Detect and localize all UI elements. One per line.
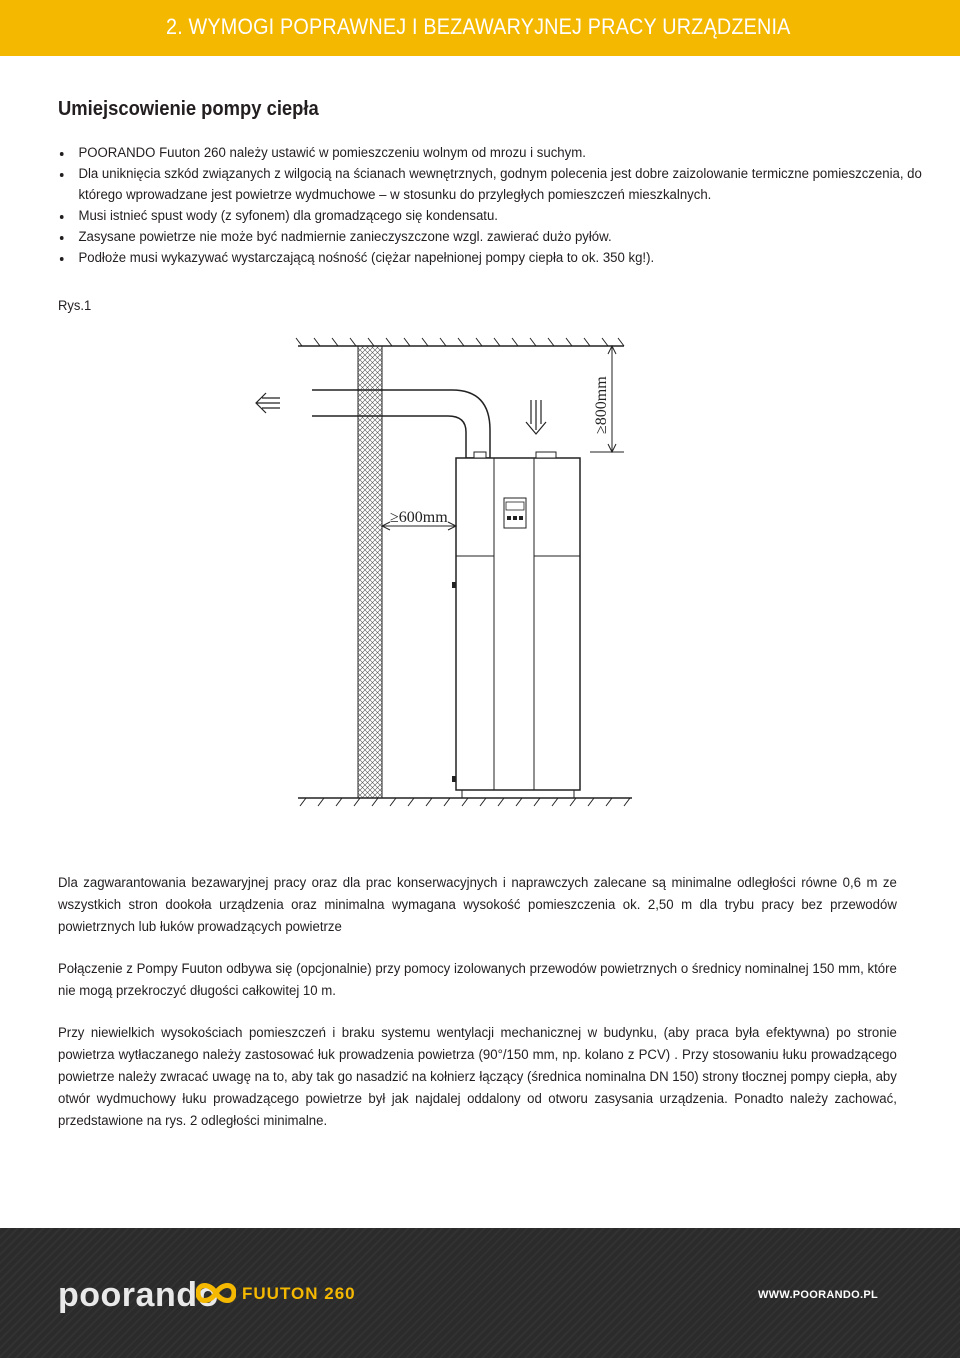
- website-link[interactable]: WWW.POORANDO.PL: [758, 1289, 878, 1301]
- page-title: 2. WYMOGI POPRAWNEJ I BEZAWARYJNEJ PRACY URZĄDZENIA: [166, 14, 791, 39]
- exhaust-arrow-icon: [256, 393, 280, 413]
- heat-pump-unit: [452, 452, 580, 798]
- list-item: Zasysane powietrze nie może być nadmiernie zanieczyszczone wzgl. zawierać dużo pyłów.: [58, 227, 928, 248]
- requirements-list: [58, 143, 922, 269]
- list-item: Podłoże musi wykazywać wystarczającą nośność (ciężar napełnionej pompy ciepła to ok. 350 kg!).: [58, 248, 928, 269]
- section-title: Umiejscowienie pompy ciepła: [58, 98, 319, 120]
- list-item: Dla uniknięcia szkód związanych z wilgocią na ścianach wewnętrznych, godnym polecenia jest dobre zaizolowanie termiczne pomieszczenia, do którego wprowadzane jest powietrze wydmuchowe – w stosunku do przyległych pomieszczeń mieszkalnych.: [58, 164, 928, 206]
- side-clearance-dimension: [382, 509, 456, 530]
- wall: [358, 346, 382, 798]
- installation-diagram: [240, 330, 640, 810]
- top-clearance-label: ≥800mm: [593, 376, 610, 434]
- air-duct: [312, 390, 490, 458]
- product-name: FUUTON 260: [242, 1284, 356, 1303]
- brand-logo: poorando: [58, 1276, 219, 1314]
- paragraph: Połączenie z Pompy Fuuton odbywa się (opcjonalnie) przy pomocy izolowanych przewodów powietrznych o średnicy nominalnej 150 mm, które nie mogą przekroczyć długości całkowitej 10 m.: [58, 961, 897, 999]
- infinity-icon: [196, 1278, 236, 1308]
- figure-label: Rys.1: [58, 297, 92, 313]
- intake-arrow-icon: [526, 400, 546, 434]
- side-clearance-label: ≥600mm: [390, 509, 448, 526]
- top-clearance-dimension: [590, 346, 624, 452]
- paragraph: Przy niewielkich wysokościach pomieszczeń i braku systemu wentylacji mechanicznej w budynku, (aby praca była efektywna) po stronie powietrza wytłaczanego należy zastosować łuk prowadzenia powietrza (90°/150 mm, np. kolano z PCV) . Przy stosowaniu łuku prowadzącego powietrze należy zwracać uwagę na to, aby tak go nasadzić na kołnierz łączący (średnica nominalna DN 150) strony tłocznej pompy ciepła, aby otwór wydmuchowy łuku prowadzącego powietrze był jak najdalej oddalony od otworu zasysania urządzenia. Ponadto należy zachować, przedstawione na rys. 2 odległości minimalne.: [58, 1025, 897, 1129]
- header-bar: [0, 0, 960, 56]
- list-item: Musi istnieć spust wody (z syfonem) dla gromadzącego się kondensatu.: [58, 206, 928, 227]
- paragraph: Dla zagwarantowania bezawaryjnej pracy oraz dla prac konserwacyjnych i naprawczych zalecane są minimalne odległości równe 0,6 m ze wszystkich stron dookoła urządzenia oraz minimalna wymagana wysokość pomieszczenia ok. 2,50 m dla trybu pracy bez przewodów powietrznych lub łuków prowadzących powietrze: [58, 875, 897, 935]
- ceiling: [296, 338, 624, 346]
- list-item: POORANDO Fuuton 260 należy ustawić w pomieszczeniu wolnym od mrozu i suchym.: [58, 143, 928, 164]
- floor: [298, 798, 632, 806]
- footer: [0, 1228, 960, 1358]
